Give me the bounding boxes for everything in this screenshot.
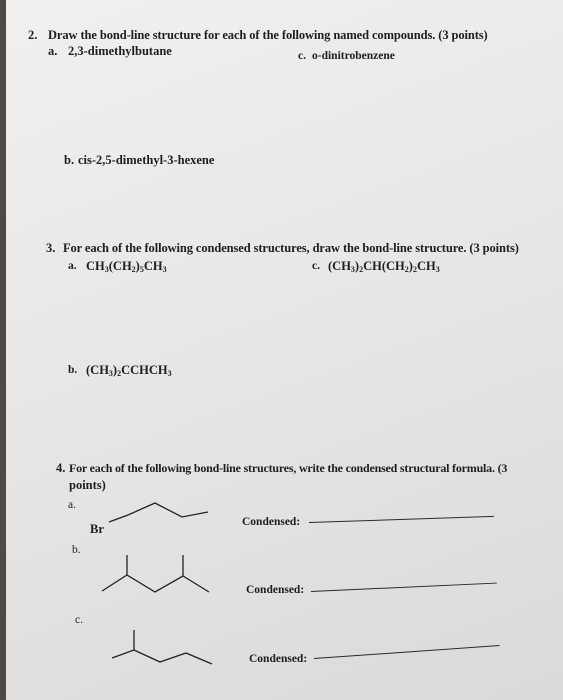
q3-number: 3. — [46, 241, 56, 255]
q4a-carbon-chain — [109, 503, 208, 522]
q4c-condensed-label: Condensed: — [249, 653, 308, 665]
q4a-condensed-label: Condensed: — [242, 516, 301, 528]
q4-prompt-line1: For each of the following bond-line structures, write the condensed structural formula. (3 — [69, 461, 508, 475]
q2c-label: c. — [298, 50, 306, 62]
q4-number: 4. — [56, 461, 66, 475]
q3b-label: b. — [68, 364, 78, 376]
q4a-label: a. — [68, 499, 76, 511]
q2c-name: o-dinitrobenzene — [312, 50, 395, 62]
q4-prompt-line2: points) — [69, 478, 106, 492]
q3b-formula: $(CH_3)_2CCHCH_3$ — [86, 363, 172, 378]
worksheet-page — [6, 0, 563, 700]
q4b-label: b. — [72, 544, 81, 556]
q2-number: 2. — [28, 28, 38, 42]
q3a-formula: $CH_3(CH_2)_5CH_3$ — [86, 259, 167, 274]
q4c-bond-line-structure — [6, 0, 7, 1]
q4c-main-chain — [112, 650, 212, 664]
q3a-label: a. — [68, 260, 77, 272]
q4b-condensed-label: Condensed: — [246, 584, 305, 596]
q4b-answer-line[interactable] — [311, 583, 497, 592]
q2b-name: cis-2,5-dimethyl-3-hexene — [78, 153, 215, 167]
q2a-label: a. — [48, 44, 58, 58]
q4a-bromine-label: Br — [90, 522, 104, 536]
q2-prompt: Draw the bond-line structure for each of the following named compounds. (3 points) — [48, 28, 488, 42]
q2b-label: b. — [64, 153, 75, 167]
q2a-name: 2,3-dimethylbutane — [68, 44, 172, 58]
q4c-answer-line[interactable] — [314, 645, 500, 659]
q3c-label: c. — [312, 260, 320, 272]
q3c-formula: $(CH_3)_2CH(CH_2)_2CH_3$ — [328, 259, 440, 274]
q4b-main-chain — [102, 575, 209, 592]
q4a-answer-line[interactable] — [309, 516, 494, 523]
q3-prompt: For each of the following condensed structures, draw the bond-line structure. (3 points) — [63, 241, 519, 255]
q4c-label: c. — [75, 614, 83, 626]
